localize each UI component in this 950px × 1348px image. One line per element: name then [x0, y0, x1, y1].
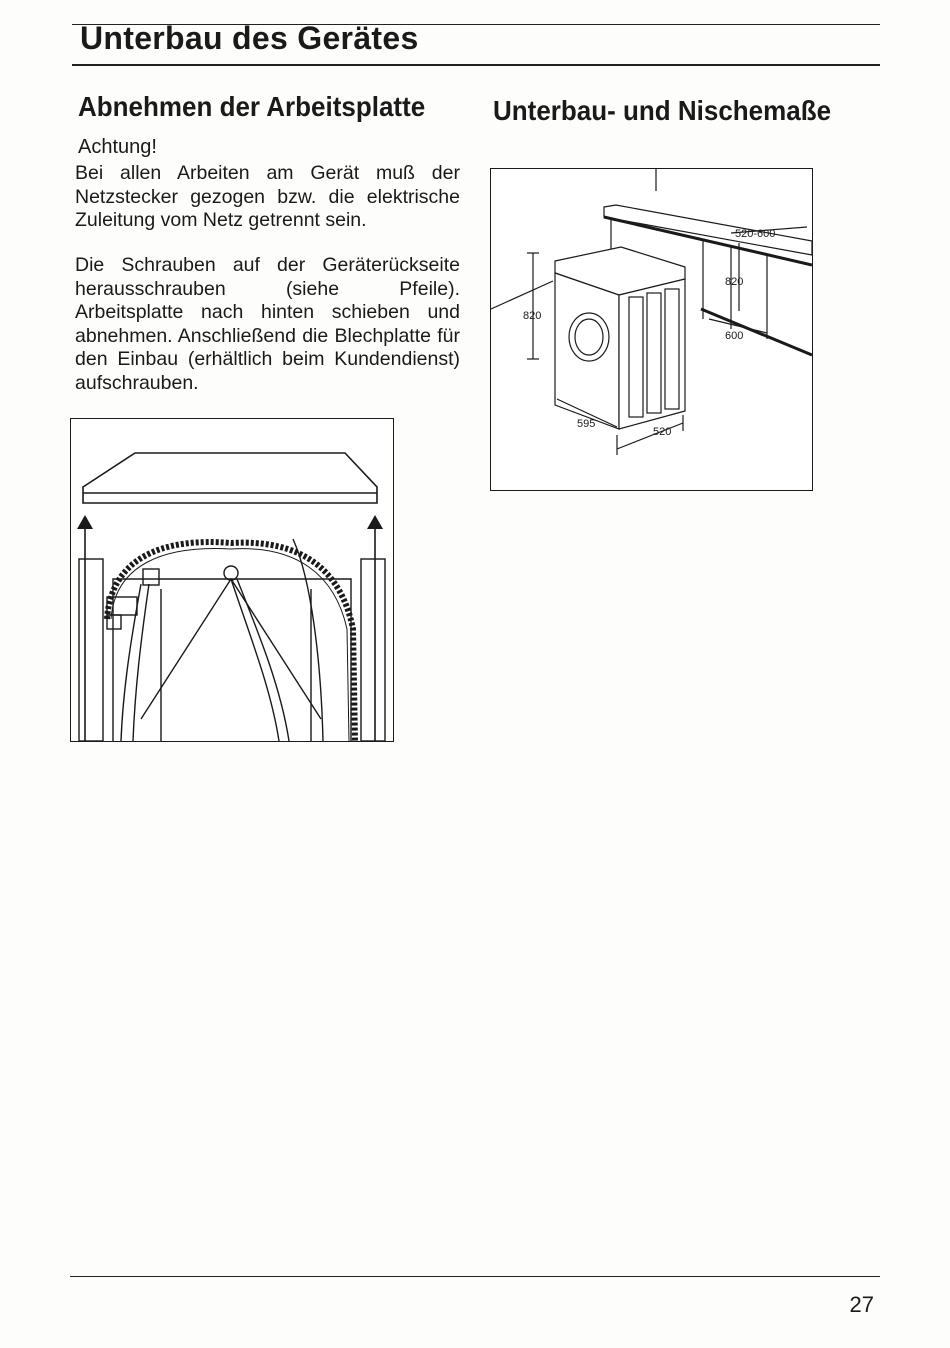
arrow-up-icon: [77, 515, 93, 529]
counter-depth-label: 600: [725, 330, 744, 342]
machine-depth-label: 520: [653, 426, 672, 438]
worktop-removal-figure: [70, 418, 394, 742]
footer-rule: [70, 1276, 880, 1277]
title-underline: [72, 64, 880, 66]
worktop-removal-illustration: [71, 419, 393, 741]
machine-height-label: 820: [523, 310, 542, 322]
page-title: Unterbau des Gerätes: [80, 20, 419, 56]
left-section-heading: Abnehmen der Arbeitsplatte: [78, 90, 426, 123]
page-number: 27: [849, 1292, 874, 1317]
warning-title: Achtung!: [78, 136, 157, 158]
instructions-text: Die Schrauben auf der Geräterückseite herausschrauben (siehe Pfeile). Arbeitsplatte nach hinten schieben und abnehmen. Anschließend die Blechplatte für den Einbau (erhältlich beim Kundendienst) aufschrauben.: [75, 254, 460, 394]
right-section-heading: Unterbau- und Nischemaße: [493, 94, 832, 127]
counter-height-label: 820: [725, 276, 744, 288]
niche-dimensions-illustration: [491, 169, 812, 490]
niche-depth-label: 520-600: [735, 228, 776, 240]
machine-width-label: 595: [577, 418, 596, 430]
warning-text: Bei allen Arbeiten am Gerät muß der Netzstecker gezogen bzw. die elektrische Zuleitung vom Netz getrennt sein.: [75, 162, 460, 231]
arrow-up-icon: [367, 515, 383, 529]
niche-dimensions-figure: [490, 168, 813, 491]
